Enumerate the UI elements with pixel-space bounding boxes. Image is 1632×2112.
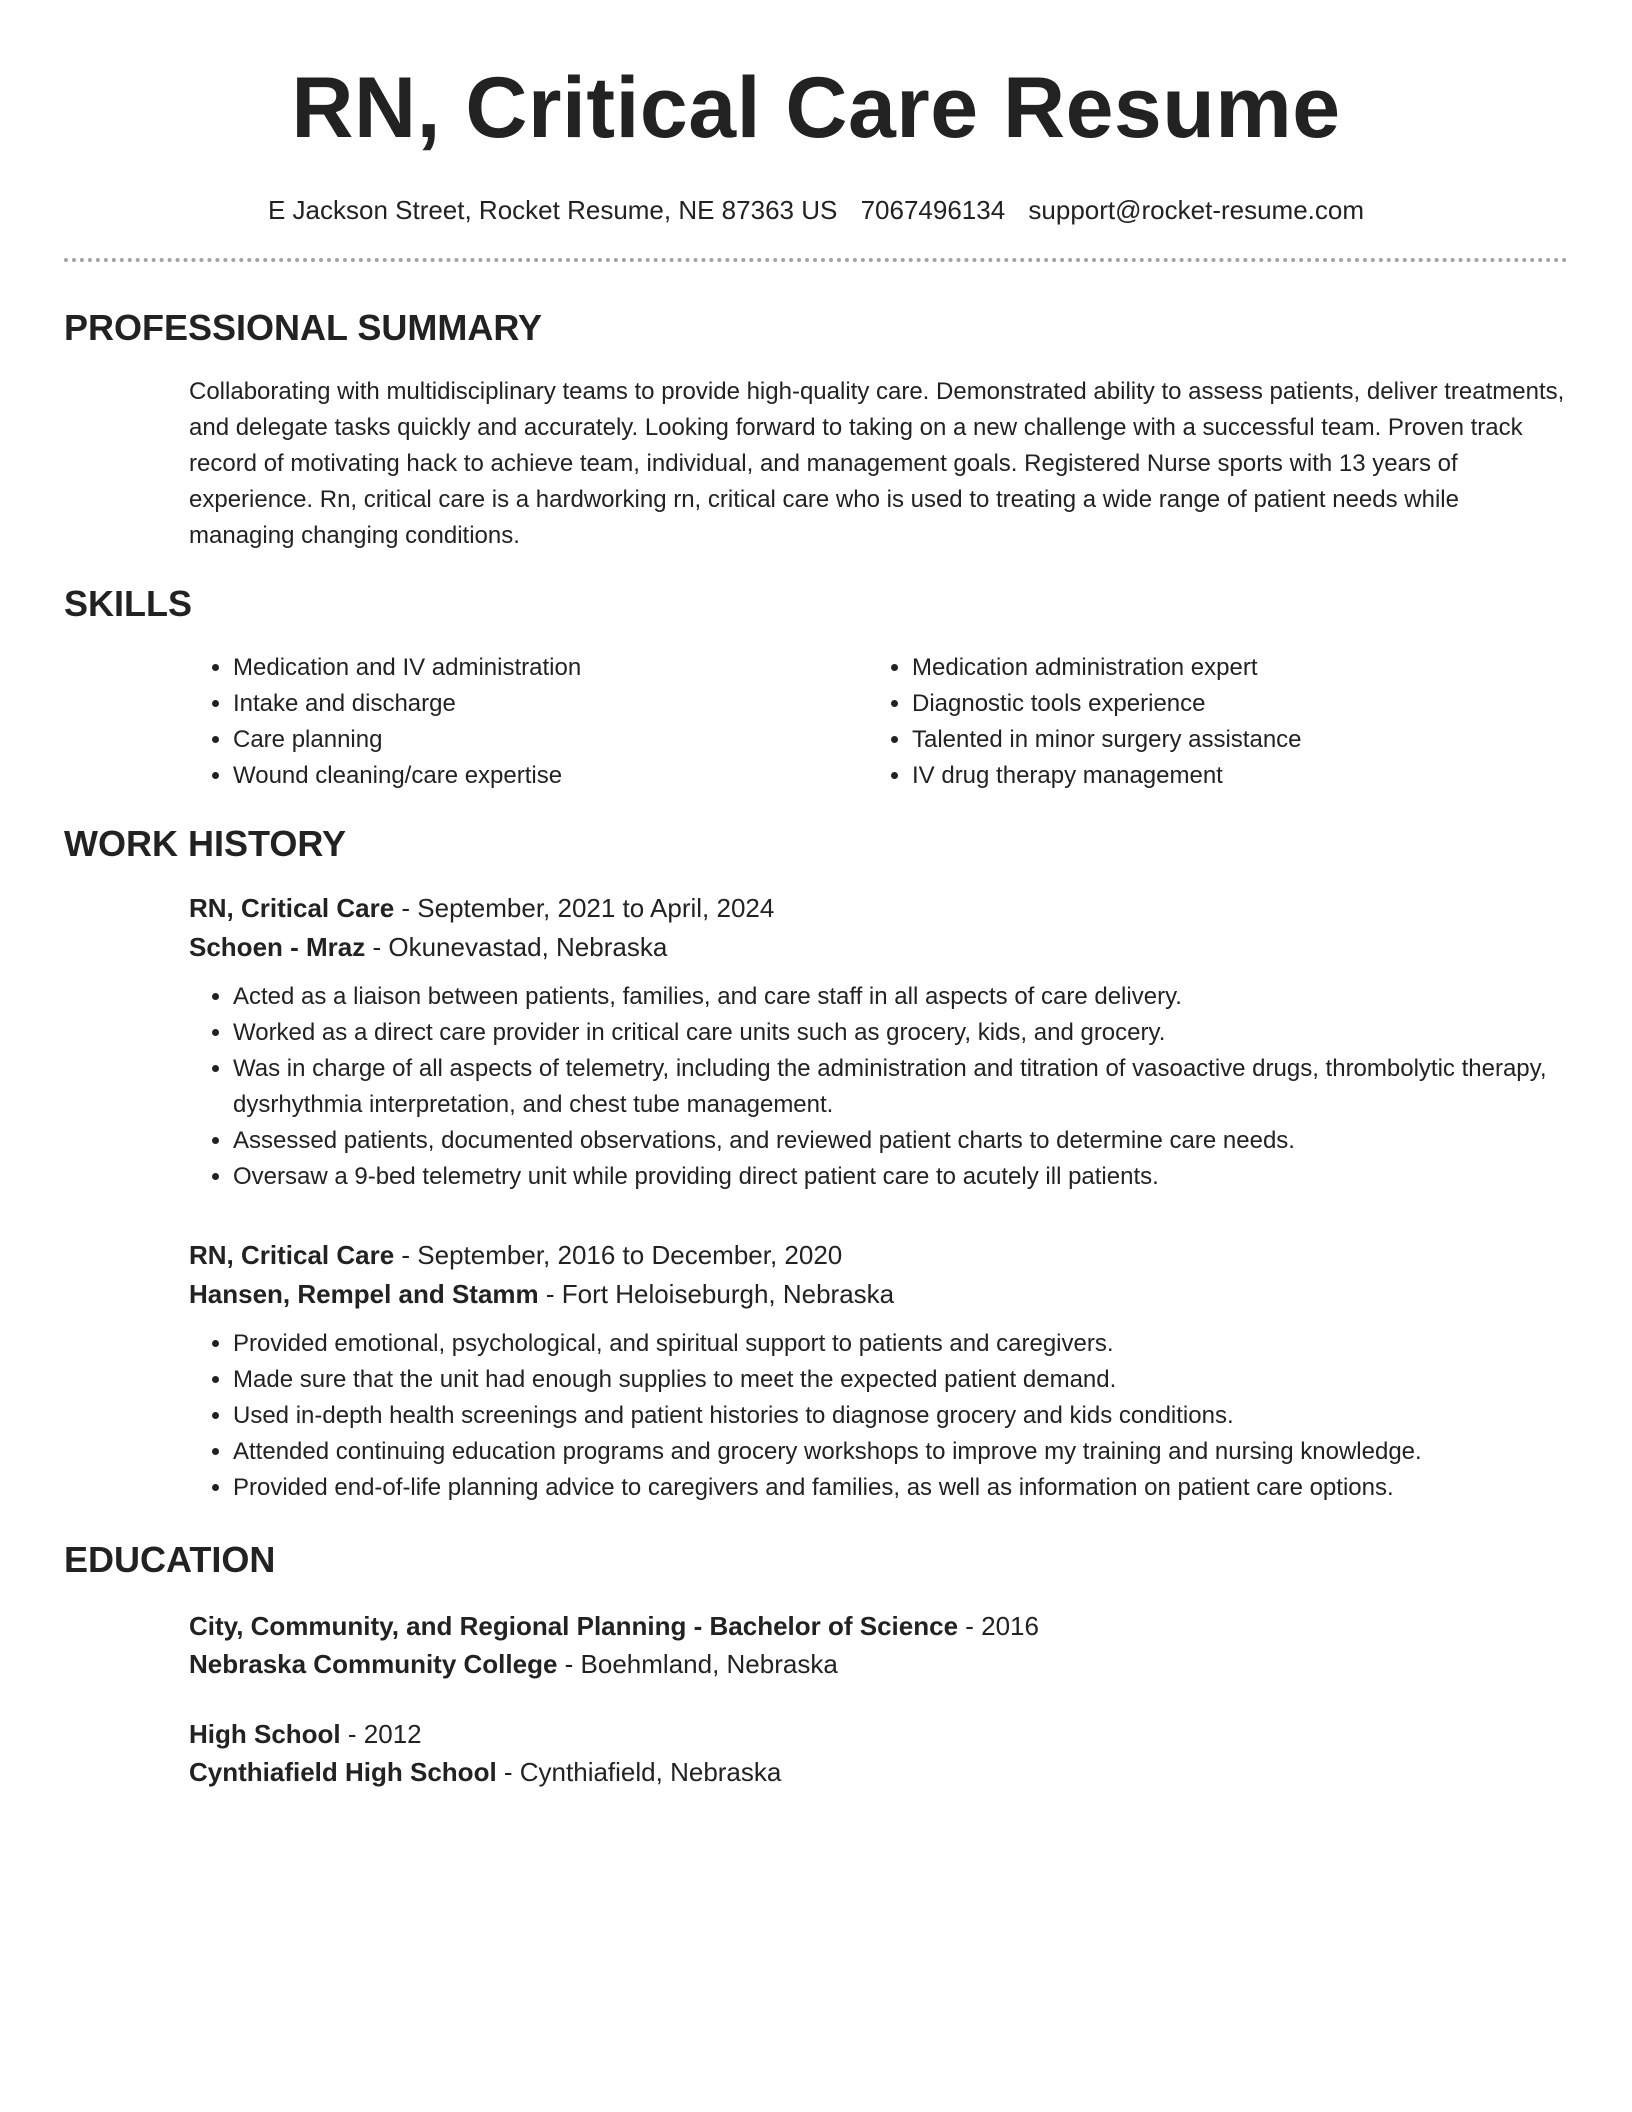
education-degree-line	[189, 1716, 1568, 1752]
skill-item: • Talented in minor surgery assistance	[912, 722, 1547, 758]
job-title: RN, Critical Care	[189, 1240, 395, 1270]
job-bullet: • Worked as a direct care provider in critical care units such as grocery, kids, and grocery.	[233, 1015, 1568, 1051]
education-school: Nebraska Community College	[189, 1649, 558, 1679]
education-year: - 2016	[958, 1611, 1039, 1641]
job-bullets	[189, 1326, 1568, 1506]
skill-item: • IV drug therapy management	[912, 758, 1547, 794]
skill-item: • Medication administration expert	[912, 650, 1547, 686]
job-company: Hansen, Rempel and Stamm	[189, 1279, 539, 1309]
contact-address: E Jackson Street, Rocket Resume, NE 87363 US	[267, 195, 838, 225]
education-school-line	[189, 1754, 1568, 1790]
job-bullet: • Provided end-of-life planning advice to caregivers and families, as well as information on patient care options.	[233, 1470, 1568, 1506]
contact-phone: 7067496134	[860, 195, 1006, 225]
job-location: - Fort Heloiseburgh, Nebraska	[538, 1279, 895, 1309]
job-bullet: • Was in charge of all aspects of telemetry, including the administration and titration of vasoactive drugs, thrombolytic therapy, dysrhythmia interpretation, and chest tube management.	[233, 1051, 1568, 1123]
job-entry	[189, 890, 1568, 1195]
contact-email: support@rocket-resume.com	[1028, 195, 1365, 225]
summary-text: Collaborating with multidisciplinary teams to provide high-quality care. Demonstrated ability to assess patients, deliver treatments, and delegate tasks quickly and accurately. Looking forward to taking on a new challenge with a successful team. Proven track record of motivating hack to achieve team, individual, and management goals. Registered Nurse sports with 13 years of experience. Rn, critical care is a hardworking rn, critical care who is used to treating a wide range of patient needs while managing changing conditions.	[189, 378, 1565, 549]
education-location: - Cynthiafield, Nebraska	[496, 1757, 782, 1787]
job-company-line	[189, 929, 1568, 965]
skill-item: • Wound cleaning/care expertise	[233, 758, 868, 794]
education-school: Cynthiafield High School	[189, 1757, 497, 1787]
job-dates: - September, 2021 to April, 2024	[394, 893, 775, 923]
skills-heading: SKILLS	[64, 583, 193, 624]
work-history-heading: WORK HISTORY	[64, 823, 347, 864]
job-bullet: • Made sure that the unit had enough supplies to meet the expected patient demand.	[233, 1362, 1568, 1398]
education-degree: City, Community, and Regional Planning - Bachelor of Science	[189, 1611, 959, 1641]
education-heading: EDUCATION	[64, 1539, 276, 1580]
job-entry	[189, 1237, 1568, 1506]
summary-heading: PROFESSIONAL SUMMARY	[64, 307, 543, 348]
skills-column-right	[868, 650, 1547, 794]
skills-list	[189, 650, 1568, 794]
job-bullet: • Assessed patients, documented observations, and reviewed patient charts to determine care needs.	[233, 1123, 1568, 1159]
education-year: - 2012	[340, 1719, 422, 1749]
job-bullet: • Used in-depth health screenings and patient histories to diagnose grocery and kids conditions.	[233, 1398, 1568, 1434]
skill-item: • Care planning	[233, 722, 868, 758]
resume-title: RN, Critical Care Resume	[291, 60, 1341, 156]
job-company: Schoen - Mraz	[189, 932, 366, 962]
skill-item: • Diagnostic tools experience	[912, 686, 1547, 722]
job-dates: - September, 2016 to December, 2020	[394, 1240, 843, 1270]
education-entry	[189, 1716, 1568, 1790]
job-bullet: • Provided emotional, psychological, and spiritual support to patients and caregivers.	[233, 1326, 1568, 1362]
job-location: - Okunevastad, Nebraska	[365, 932, 668, 962]
skills-column-left	[189, 650, 868, 794]
education-school-line	[189, 1646, 1568, 1682]
job-title: RN, Critical Care	[189, 893, 395, 923]
education-degree-line	[189, 1608, 1568, 1644]
education-degree: High School	[189, 1719, 341, 1749]
job-bullets	[189, 979, 1568, 1195]
job-bullet: • Oversaw a 9-bed telemetry unit while providing direct patient care to acutely ill patients.	[233, 1159, 1568, 1195]
header-divider	[64, 258, 1568, 262]
skill-item: • Intake and discharge	[233, 686, 868, 722]
job-bullet: • Acted as a liaison between patients, families, and care staff in all aspects of care delivery.	[233, 979, 1568, 1015]
job-company-line	[189, 1276, 1568, 1312]
education-entry	[189, 1608, 1568, 1682]
job-bullet: • Attended continuing education programs and grocery workshops to improve my training and nursing knowledge.	[233, 1434, 1568, 1470]
job-title-line	[189, 1237, 1568, 1273]
skill-item: • Medication and IV administration	[233, 650, 868, 686]
job-title-line	[189, 890, 1568, 926]
education-location: - Boehmland, Nebraska	[557, 1649, 838, 1679]
contact-line	[64, 194, 1568, 226]
